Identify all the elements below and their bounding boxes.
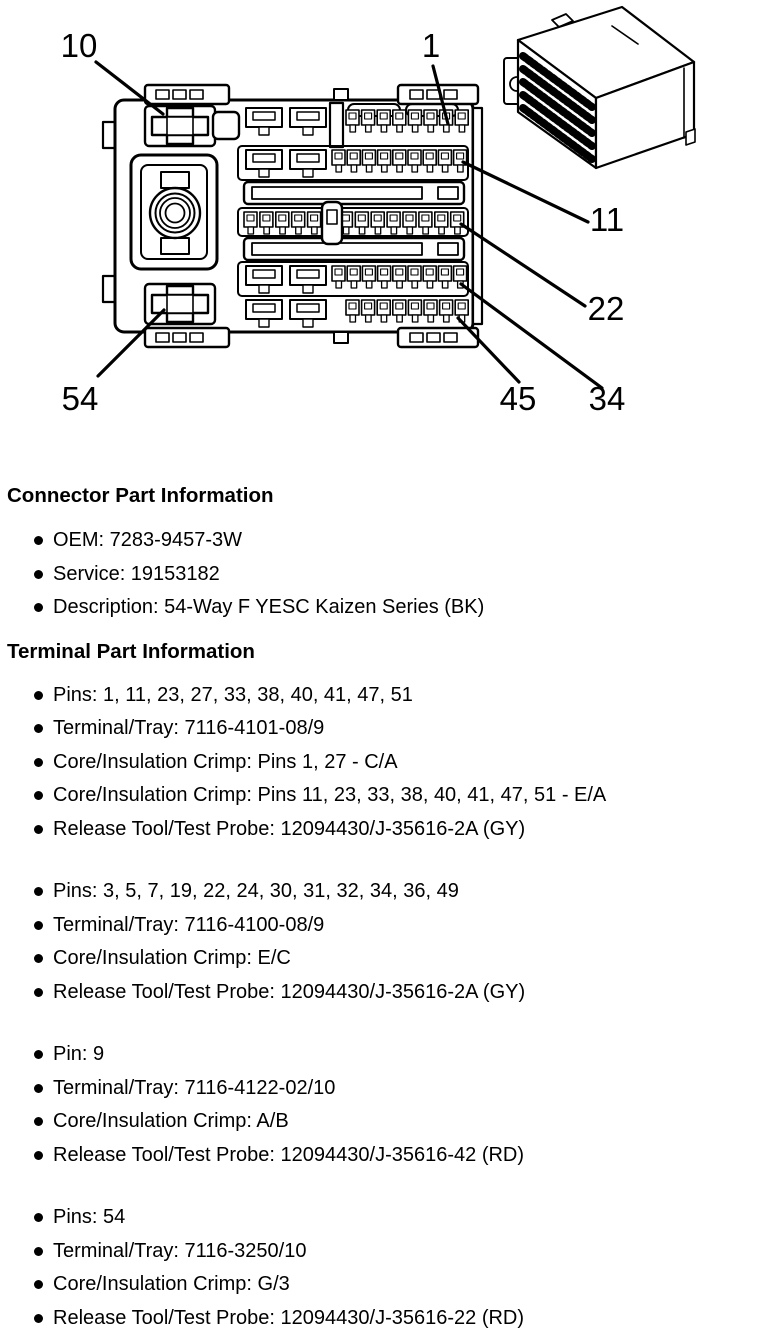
bullet-icon bbox=[34, 954, 43, 963]
cpa-tower bbox=[131, 155, 217, 269]
bullet-icon bbox=[34, 1151, 43, 1160]
terminal-group-3 bbox=[7, 1038, 760, 1172]
bullet-icon bbox=[34, 887, 43, 896]
list-item bbox=[7, 1105, 760, 1139]
list-item bbox=[7, 813, 760, 847]
list-item bbox=[7, 1072, 760, 1106]
list-item-text: Core/Insulation Crimp: G/3 bbox=[53, 1273, 290, 1295]
list-item bbox=[7, 524, 760, 558]
terminal-group-2 bbox=[7, 875, 760, 1009]
callout-1: 1 bbox=[422, 27, 440, 64]
list-item-text: Pins: 3, 5, 7, 19, 22, 24, 30, 31, 32, 34, 36, 49 bbox=[53, 880, 459, 902]
list-item bbox=[7, 1268, 760, 1302]
list-item-text: Service: 19153182 bbox=[53, 563, 220, 585]
connector-part-heading: Connector Part Information bbox=[7, 485, 760, 507]
list-item-text: Description: 54-Way F YESC Kaizen Series (BK) bbox=[53, 596, 484, 618]
callout-11: 11 bbox=[590, 201, 624, 238]
list-item bbox=[7, 909, 760, 943]
bullet-icon bbox=[34, 921, 43, 930]
list-item-text: Terminal/Tray: 7116-4122-02/10 bbox=[53, 1077, 335, 1099]
center-latch bbox=[322, 202, 342, 244]
terminal-part-heading: Terminal Part Information bbox=[7, 641, 760, 663]
callout-34: 34 bbox=[589, 380, 626, 417]
callout-10: 10 bbox=[61, 27, 98, 64]
list-item bbox=[7, 558, 760, 592]
bullet-icon bbox=[34, 691, 43, 700]
bullet-icon bbox=[34, 988, 43, 997]
list-item-text: Core/Insulation Crimp: E/C bbox=[53, 947, 291, 969]
list-item-text: Release Tool/Test Probe: 12094430/J-35616-22 (RD) bbox=[53, 1307, 524, 1329]
latch-top-left bbox=[145, 106, 215, 146]
bullet-icon bbox=[34, 724, 43, 733]
bullet-icon bbox=[34, 570, 43, 579]
list-item-text: Pins: 54 bbox=[53, 1206, 125, 1228]
bullet-icon bbox=[34, 1280, 43, 1289]
bullet-icon bbox=[34, 1314, 43, 1323]
list-item bbox=[7, 591, 760, 625]
bullet-icon bbox=[34, 1084, 43, 1093]
bullet-icon bbox=[34, 1213, 43, 1222]
bullet-icon bbox=[34, 1117, 43, 1126]
list-item-text: Core/Insulation Crimp: Pins 11, 23, 33, 38, 40, 41, 47, 51 - E/A bbox=[53, 784, 606, 806]
callout-54: 54 bbox=[62, 380, 99, 417]
list-item bbox=[7, 1235, 760, 1269]
callout-22: 22 bbox=[588, 290, 625, 327]
list-item bbox=[7, 942, 760, 976]
connector-face-view bbox=[103, 85, 482, 347]
list-item bbox=[7, 1302, 760, 1335]
bullet-icon bbox=[34, 791, 43, 800]
list-item-text: Release Tool/Test Probe: 12094430/J-35616-2A (GY) bbox=[53, 818, 525, 840]
callout-45: 45 bbox=[500, 380, 537, 417]
bullet-icon bbox=[34, 536, 43, 545]
list-item-text: OEM: 7283-9457-3W bbox=[53, 529, 242, 551]
list-item bbox=[7, 746, 760, 780]
bullet-icon bbox=[34, 603, 43, 612]
connector-diagram bbox=[0, 0, 768, 470]
list-item-text: Pin: 9 bbox=[53, 1043, 104, 1065]
list-item-text: Terminal/Tray: 7116-4101-08/9 bbox=[53, 717, 324, 739]
list-item bbox=[7, 712, 760, 746]
connector-isometric-view bbox=[504, 7, 695, 168]
list-item-text: Core/Insulation Crimp: Pins 1, 27 - C/A bbox=[53, 751, 398, 773]
list-item bbox=[7, 1201, 760, 1235]
list-item bbox=[7, 875, 760, 909]
part-information bbox=[0, 485, 768, 1335]
connector-part-list bbox=[7, 524, 760, 625]
terminal-group-1 bbox=[7, 679, 760, 847]
terminal-group-4 bbox=[7, 1201, 760, 1335]
list-item-text: Release Tool/Test Probe: 12094430/J-35616-42 (RD) bbox=[53, 1144, 524, 1166]
list-item-text: Release Tool/Test Probe: 12094430/J-35616-2A (GY) bbox=[53, 981, 525, 1003]
list-item bbox=[7, 679, 760, 713]
list-item-text: Pins: 1, 11, 23, 27, 33, 38, 40, 41, 47, 51 bbox=[53, 684, 413, 706]
list-item bbox=[7, 976, 760, 1010]
bullet-icon bbox=[34, 758, 43, 767]
list-item-text: Terminal/Tray: 7116-4100-08/9 bbox=[53, 914, 324, 936]
bullet-icon bbox=[34, 1247, 43, 1256]
list-item-text: Core/Insulation Crimp: A/B bbox=[53, 1110, 289, 1132]
bullet-icon bbox=[34, 1050, 43, 1059]
list-item-text: Terminal/Tray: 7116-3250/10 bbox=[53, 1240, 306, 1262]
list-item bbox=[7, 779, 760, 813]
list-item bbox=[7, 1038, 760, 1072]
list-item bbox=[7, 1139, 760, 1173]
bullet-icon bbox=[34, 825, 43, 834]
